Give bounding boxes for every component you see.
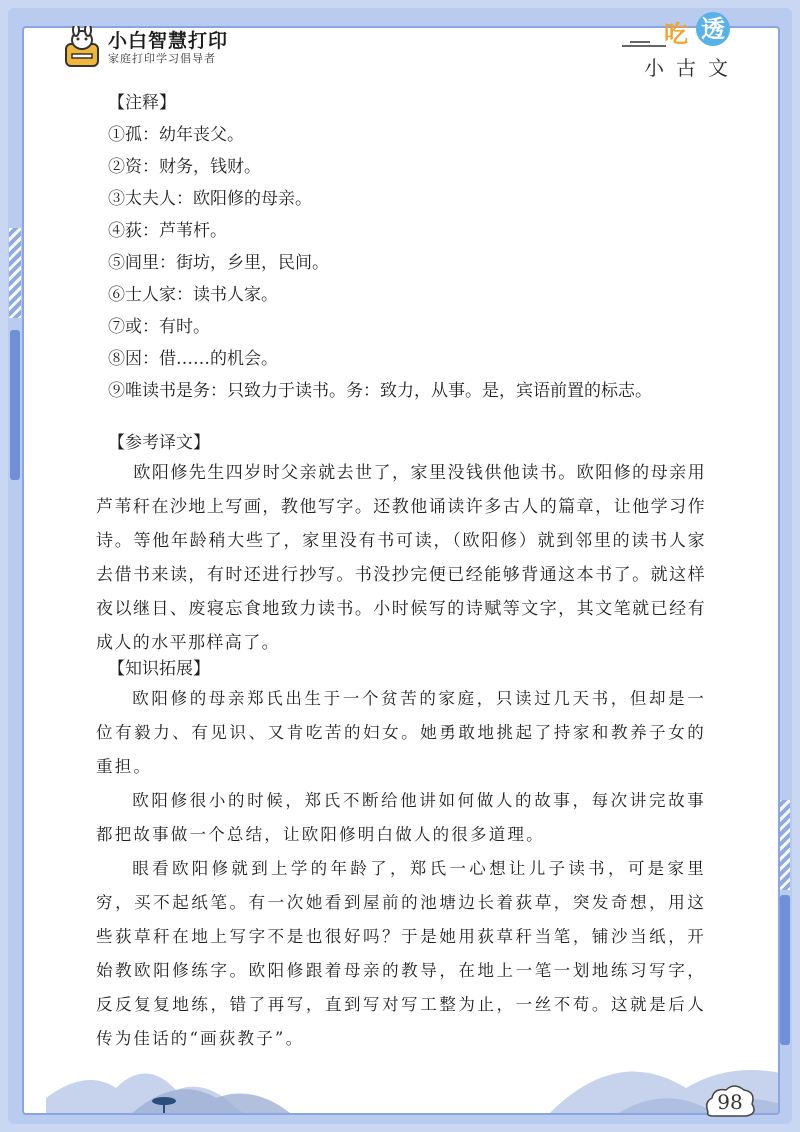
brand-title bbox=[620, 8, 780, 88]
note-item: ③太夫人：欧阳修的母亲。 bbox=[108, 189, 312, 209]
note-item: ②资：财务，钱财。 bbox=[108, 157, 261, 177]
knowledge-paragraph: 欧阳修的母亲郑氏出生于一个贫苦的家庭，只读过几天书，但却是一位有毅力、有见识、又肯吃苦的妇女。她勇敢地挑起了持家和教养子女的重担。 bbox=[96, 689, 706, 776]
knowledge-paragraph: 眼看欧阳修就到上学的年龄了，郑氏一心想让儿子读书，可是家里穷，买不起纸笔。有一次她看到屋前的池塘边长着荻草，突发奇想，用这些荻草秆在地上写字不是也很好吗？于是她用荻草秆当笔，铺沙当纸，开始教欧阳修练字。欧阳修跟着母亲的教导，在地上一笔一划地练习写字，反反复复地练，错了再写，直到写对写工整为止，一丝不苟。这就是后人传为佳话的“画荻教子”。 bbox=[96, 859, 706, 1048]
knowledge-heading: 【知识拓展】 bbox=[108, 659, 210, 679]
translation-heading: 【参考译文】 bbox=[108, 433, 210, 453]
note-item: ⑨唯读书是务：只致力于读书。务：致力，从事。是，宾语前置的标志。 bbox=[108, 381, 652, 401]
page-number: 98 bbox=[717, 1090, 743, 1114]
cloud-decoration-icon bbox=[620, 38, 670, 52]
note-item: ④荻：芦苇杆。 bbox=[108, 221, 227, 241]
page-number-badge bbox=[702, 1082, 758, 1126]
knowledge-paragraph: 欧阳修很小的时候，郑氏不断给他讲如何做人的故事，每次讲完故事都把故事做一个总结，让欧阳修明白做人的很多道理。 bbox=[96, 791, 706, 844]
brand-eat: 吃 bbox=[664, 20, 688, 48]
logo-title: 小白智慧打印 bbox=[108, 30, 229, 52]
note-item: ①孤：幼年丧父。 bbox=[108, 125, 244, 145]
rabbit-printer-icon bbox=[62, 26, 102, 70]
note-item: ⑦或：有时。 bbox=[108, 317, 210, 337]
note-item: ⑧因：借……的机会。 bbox=[108, 349, 278, 369]
brand-subtitle: 小古文 bbox=[644, 56, 740, 80]
decorative-stripes-left bbox=[9, 228, 21, 318]
note-item: ⑥士人家：读书人家。 bbox=[108, 285, 278, 305]
logo-subtitle: 家庭打印学习倡导者 bbox=[108, 52, 216, 65]
logo bbox=[62, 26, 228, 70]
notes-heading: 【注释】 bbox=[108, 93, 176, 113]
translation-paragraph: 欧阳修先生四岁时父亲就去世了，家里没钱供他读书。欧阳修的母亲用芦苇秆在沙地上写画，教他写字。还教他诵读许多古人的篇章，让他学习作诗。等他年龄稍大些了，家里没有书可读，（欧阳修）就到邻里的读书人家去借书来读，有时还进行抄写。书没抄完便已经能够背通这本书了。就这样夜以继日、废寝忘食地致力读书。小时候写的诗赋等文字，其文笔就已经有成人的水平那样高了。 bbox=[96, 463, 706, 653]
translation-text bbox=[96, 456, 706, 660]
note-item: ⑤闾里：街坊，乡里，民间。 bbox=[108, 253, 329, 273]
decorative-tab-right bbox=[780, 895, 790, 1045]
knowledge-text bbox=[96, 682, 706, 1056]
brand-through: 透 bbox=[696, 12, 730, 46]
decorative-tab-left bbox=[10, 330, 20, 480]
